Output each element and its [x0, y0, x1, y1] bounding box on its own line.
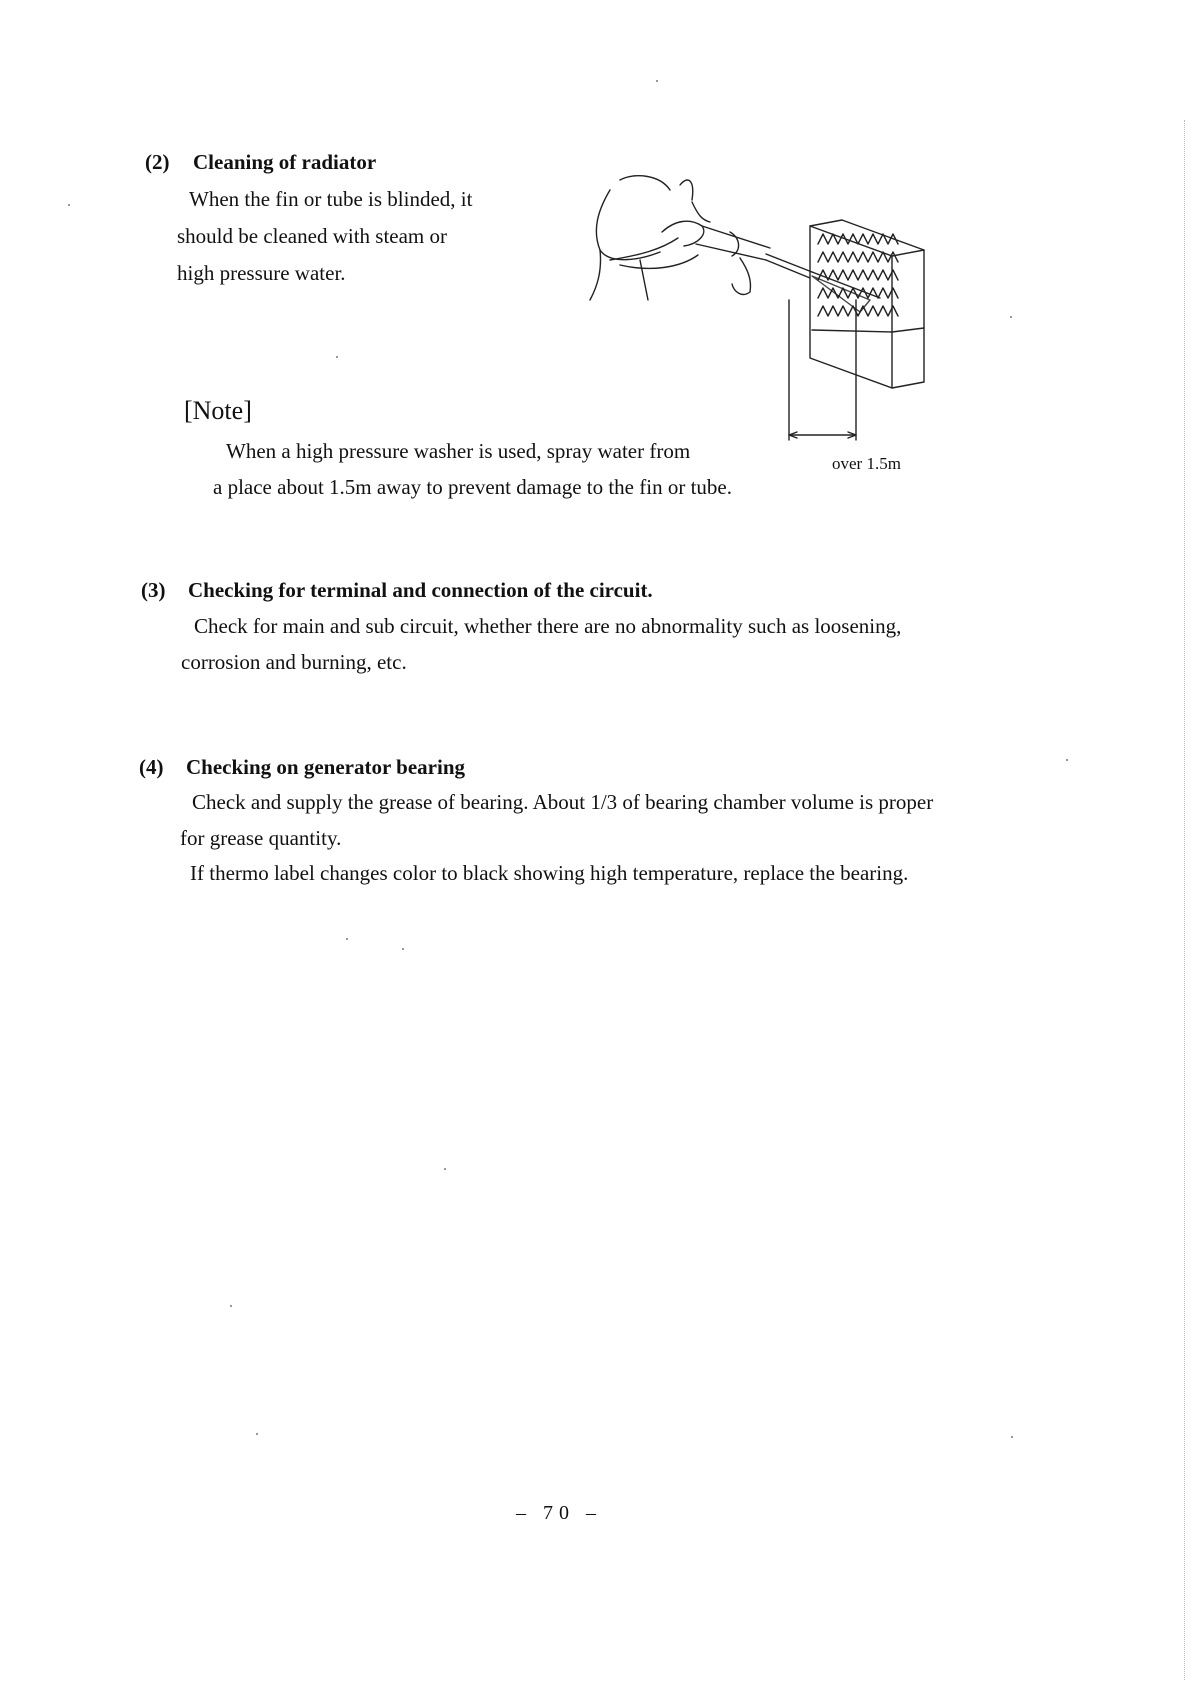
section-3-line-1: Check for main and sub circuit, whether there are no abnormality such as loosening, [194, 614, 902, 638]
section-2-line-3: high pressure water. [177, 261, 346, 285]
scan-speck [346, 938, 348, 940]
section-4-title: Checking on generator bearing [186, 755, 466, 779]
scan-speck [336, 356, 338, 358]
section-2-line-2: should be cleaned with steam or [177, 224, 448, 248]
scan-edge-line [1184, 120, 1186, 1680]
page-number: – 70 – [516, 1502, 602, 1524]
section-2-line-1: When the fin or tube is blinded, it [189, 187, 473, 211]
scan-speck [402, 948, 404, 950]
section-4-line-2: for grease quantity. [180, 826, 342, 850]
scan-speck [230, 1305, 232, 1307]
scan-speck [68, 204, 70, 206]
scan-speck [1010, 316, 1012, 318]
scan-speck [1011, 1436, 1013, 1438]
section-2-number: (2) [145, 150, 170, 174]
scan-speck [444, 1168, 446, 1170]
section-4-line-1: Check and supply the grease of bearing. About 1/3 of bearing chamber volume is proper [192, 790, 934, 814]
section-3-number: (3) [141, 578, 166, 602]
scan-speck [1066, 759, 1068, 761]
section-3-title: Checking for terminal and connection of the circuit. [188, 578, 653, 602]
section-4-line-3: If thermo label changes color to black showing high temperature, replace the bearing. [190, 861, 909, 885]
scan-speck [256, 1433, 258, 1435]
section-4-number: (4) [139, 755, 164, 779]
scan-speck [656, 80, 658, 82]
section-3-line-2: corrosion and burning, etc. [181, 650, 407, 674]
note-line-2: a place about 1.5m away to prevent damage to the fin or tube. [213, 475, 732, 499]
distance-label: over 1.5m [832, 454, 901, 473]
note-heading: [Note] [184, 396, 252, 425]
section-2-title: Cleaning of radiator [193, 150, 377, 174]
note-line-1: When a high pressure washer is used, spray water from [226, 439, 691, 463]
